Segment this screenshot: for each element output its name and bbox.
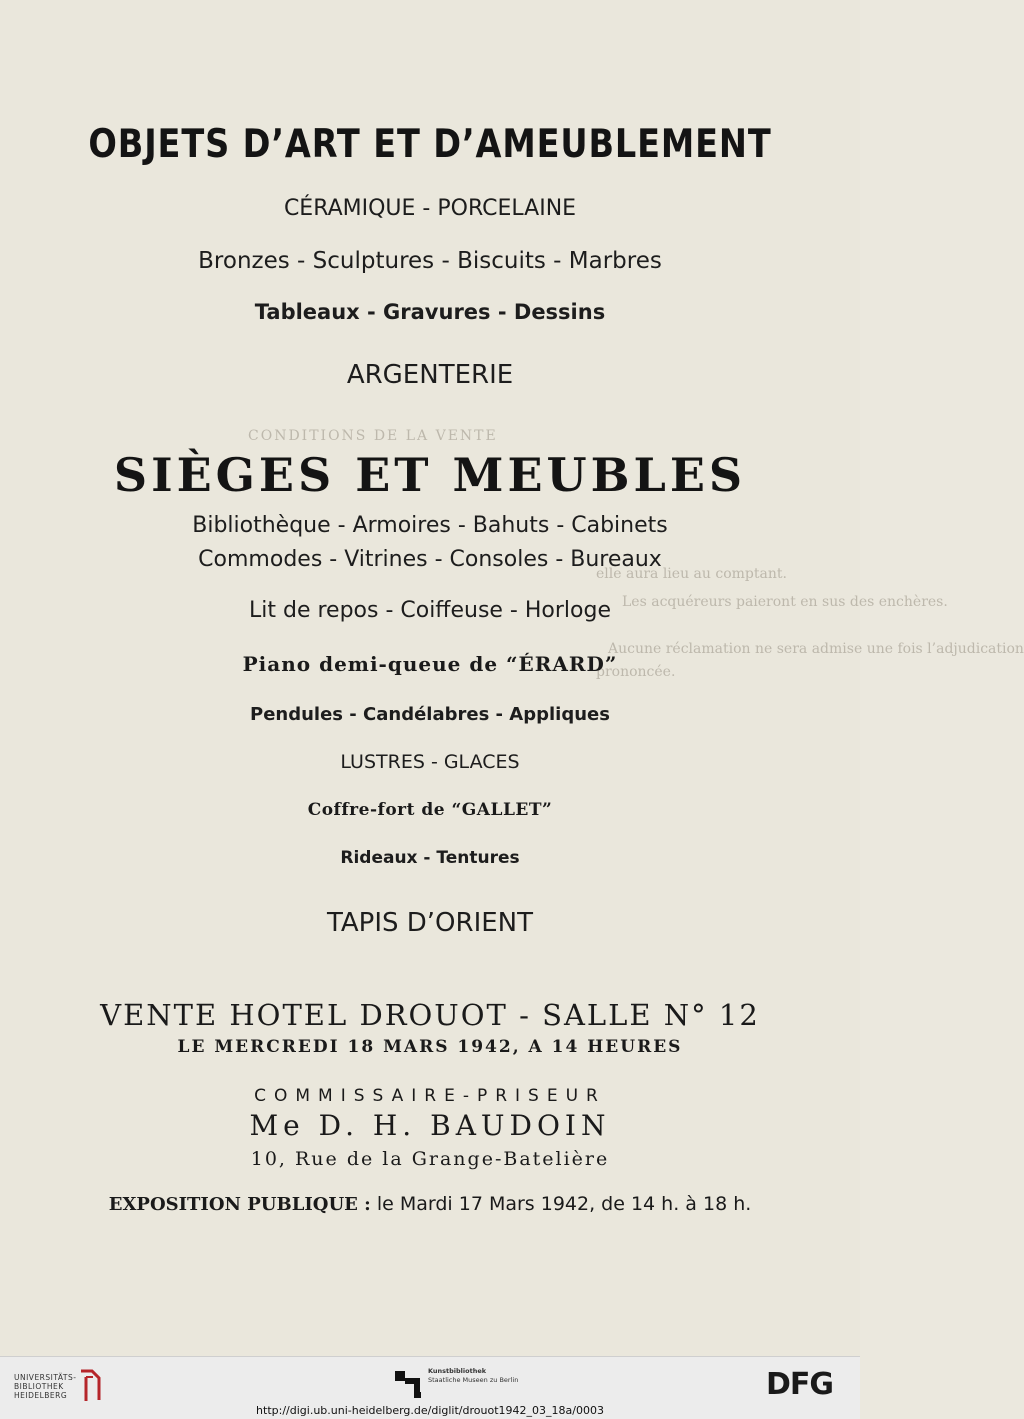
line-piano: Piano demi-queue de “ÉRARD” (242, 652, 618, 676)
line-bibliotheque: Bibliothèque - Armoires - Bahuts - Cabinets (192, 513, 668, 538)
sale-date: LE MERCREDI 18 MARS 1942, A 14 HEURES (177, 1037, 683, 1057)
university-logo-text[interactable] (14, 1373, 76, 1400)
line-lustres: LUSTRES - GLACES (340, 751, 520, 773)
exposition-text: le Mardi 17 Mars 1942, de 14 h. à 18 h. (370, 1193, 752, 1215)
line-pendules: Pendules - Candélabres - Appliques (250, 704, 610, 725)
line-argenterie: ARGENTERIE (346, 360, 514, 390)
exposition-label: EXPOSITION PUBLIQUE : (108, 1194, 371, 1215)
line-ceramique: CÉRAMIQUE - PORCELAINE (283, 196, 577, 221)
university-name: UNIVERSITÄTS- BIBLIOTHEK HEIDELBERG (14, 1373, 77, 1400)
line-lit-de-repos: Lit de repos - Coiffeuse - Horloge (248, 598, 611, 623)
show-through-line: Les acquéreurs paieront en sus des enchères. (622, 594, 948, 610)
line-tableaux: Tableaux - Gravures - Dessins (254, 300, 606, 324)
university-seal-icon[interactable] (78, 1369, 102, 1403)
line-tapis: TAPIS D’ORIENT (326, 908, 533, 938)
line-bronzes: Bronzes - Sculptures - Biscuits - Marbres (198, 248, 662, 274)
line-coffre-fort: Coffre-fort de “GALLET” (307, 800, 553, 820)
exposition-line (0, 1193, 860, 1215)
sale-venue: VENTE HOTEL DROUOT - SALLE N° 12 (100, 998, 760, 1032)
dfg-logo[interactable]: DFG (766, 1367, 834, 1402)
kunstbibliothek-text (428, 1367, 518, 1385)
kb-sub: Staatliche Museen zu Berlin (428, 1376, 519, 1384)
auctioneer-role: COMMISSAIRE-PRISEUR (254, 1086, 606, 1106)
heading-sieges-meubles: SIÈGES ET MEUBLES (113, 448, 747, 502)
permalink-url[interactable]: http://digi.ub.uni-heidelberg.de/diglit/drouot1942_03_18a/0003 (256, 1404, 604, 1417)
show-through-heading: CONDITIONS DE LA VENTE (248, 428, 498, 444)
kunstbibliothek-logo-icon[interactable] (395, 1371, 425, 1397)
auctioneer-address: 10, Rue de la Grange-Batelière (250, 1148, 610, 1170)
show-through-line: prononcée. (596, 664, 676, 680)
show-through-line: elle aura lieu au comptant. (596, 566, 787, 582)
show-through-line: Aucune réclamation ne sera admise une fois l’adjudication (608, 641, 1024, 657)
line-commodes: Commodes - Vitrines - Consoles - Bureaux (198, 547, 662, 572)
catalogue-title: OBJETS D’ART ET D’AMEUBLEMENT (88, 122, 772, 167)
auctioneer-name: Me D. H. BAUDOIN (249, 1109, 611, 1142)
kb-name: Kunstbibliothek (428, 1367, 487, 1375)
viewer-footer (0, 1356, 860, 1419)
line-rideaux: Rideaux - Tentures (340, 848, 520, 868)
